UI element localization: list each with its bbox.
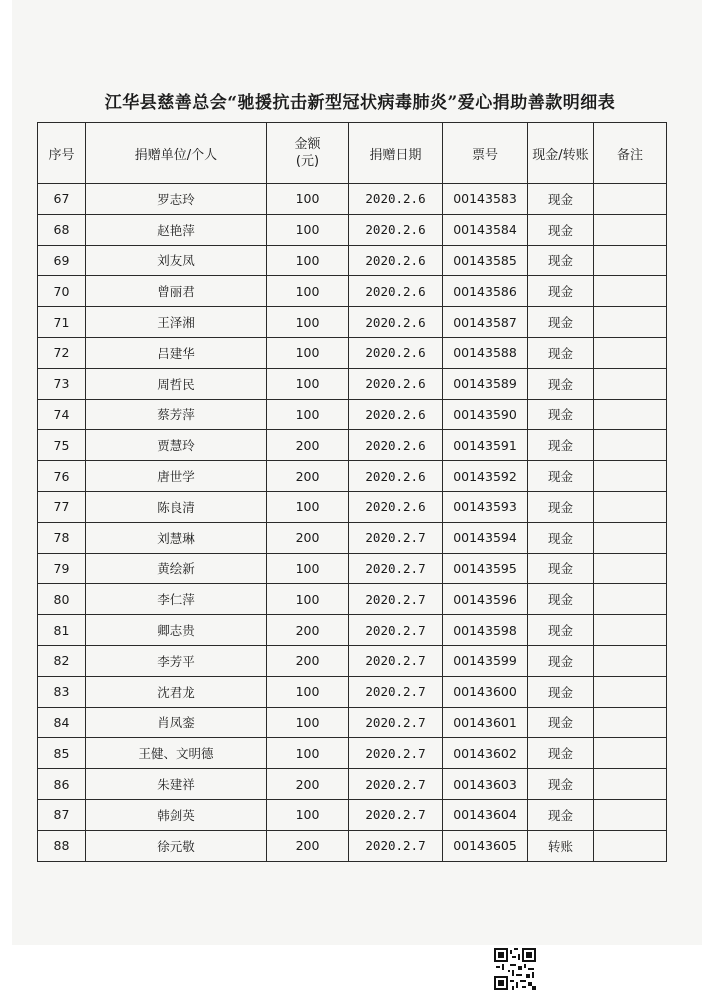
amount-cell: 200 (267, 615, 349, 646)
row-number-cell: 83 (38, 676, 86, 707)
header-method: 现金/转账 (528, 123, 594, 184)
receipt-number-cell: 00143594 (443, 522, 528, 553)
table-row (38, 337, 667, 368)
amount-cell: 200 (267, 645, 349, 676)
amount-cell: 100 (267, 368, 349, 399)
note-cell (594, 214, 667, 245)
payment-method-cell: 现金 (528, 584, 594, 615)
payment-method-cell: 现金 (528, 522, 594, 553)
donor-name-cell: 曾丽君 (86, 276, 267, 307)
receipt-number-cell: 00143585 (443, 245, 528, 276)
donor-name-cell: 黄绘新 (86, 553, 267, 584)
payment-method-cell: 现金 (528, 368, 594, 399)
donation-date-cell: 2020.2.6 (349, 399, 443, 430)
receipt-number-cell: 00143602 (443, 738, 528, 769)
donation-date-cell: 2020.2.7 (349, 799, 443, 830)
donor-name-cell: 唐世学 (86, 461, 267, 492)
row-number-cell: 81 (38, 615, 86, 646)
note-cell (594, 491, 667, 522)
payment-method-cell: 现金 (528, 307, 594, 338)
receipt-number-cell: 00143596 (443, 584, 528, 615)
payment-method-cell: 现金 (528, 645, 594, 676)
header-donor: 捐赠单位/个人 (86, 123, 267, 184)
header-amount-line1: 金额 (294, 137, 321, 152)
row-number-cell: 80 (38, 584, 86, 615)
amount-cell: 200 (267, 461, 349, 492)
payment-method-cell: 现金 (528, 214, 594, 245)
row-number-cell: 70 (38, 276, 86, 307)
table-header-row (38, 123, 667, 184)
document-title: 江华县慈善总会“驰援抗击新型冠状病毒肺炎”爱心捐助善款明细表 (104, 93, 616, 113)
payment-method-cell: 转账 (528, 830, 594, 861)
table-row (38, 799, 667, 830)
table-row (38, 645, 667, 676)
table-row (38, 676, 667, 707)
table-row (38, 245, 667, 276)
amount-cell: 100 (267, 307, 349, 338)
table-row (38, 738, 667, 769)
note-cell (594, 276, 667, 307)
donation-date-cell: 2020.2.7 (349, 645, 443, 676)
table-body (38, 184, 667, 862)
amount-cell: 200 (267, 430, 349, 461)
donor-name-cell: 吕建华 (86, 337, 267, 368)
donation-date-cell: 2020.2.6 (349, 337, 443, 368)
amount-cell: 100 (267, 707, 349, 738)
receipt-number-cell: 00143605 (443, 830, 528, 861)
amount-cell: 100 (267, 553, 349, 584)
donation-date-cell: 2020.2.7 (349, 707, 443, 738)
row-number-cell: 78 (38, 522, 86, 553)
receipt-number-cell: 00143599 (443, 645, 528, 676)
payment-method-cell: 现金 (528, 430, 594, 461)
amount-cell: 200 (267, 769, 349, 800)
donor-name-cell: 徐元敬 (86, 830, 267, 861)
payment-method-cell: 现金 (528, 337, 594, 368)
note-cell (594, 645, 667, 676)
row-number-cell: 85 (38, 738, 86, 769)
receipt-number-cell: 00143600 (443, 676, 528, 707)
table-row (38, 368, 667, 399)
header-amount (267, 123, 349, 184)
header-date: 捐赠日期 (349, 123, 443, 184)
note-cell (594, 430, 667, 461)
row-number-cell: 67 (38, 184, 86, 215)
amount-cell: 100 (267, 245, 349, 276)
receipt-number-cell: 00143595 (443, 553, 528, 584)
donation-date-cell: 2020.2.6 (349, 184, 443, 215)
table-row (38, 461, 667, 492)
receipt-number-cell: 00143584 (443, 214, 528, 245)
row-number-cell: 76 (38, 461, 86, 492)
row-number-cell: 84 (38, 707, 86, 738)
note-cell (594, 368, 667, 399)
table-row (38, 276, 667, 307)
header-note: 备注 (594, 123, 667, 184)
qr-code (494, 948, 536, 990)
amount-cell: 200 (267, 522, 349, 553)
payment-method-cell: 现金 (528, 799, 594, 830)
receipt-number-cell: 00143586 (443, 276, 528, 307)
donor-name-cell: 罗志玲 (86, 184, 267, 215)
donation-date-cell: 2020.2.6 (349, 245, 443, 276)
table-row (38, 214, 667, 245)
receipt-number-cell: 00143592 (443, 461, 528, 492)
table-row (38, 522, 667, 553)
donation-date-cell: 2020.2.6 (349, 276, 443, 307)
table-row (38, 399, 667, 430)
row-number-cell: 69 (38, 245, 86, 276)
payment-method-cell: 现金 (528, 769, 594, 800)
note-cell (594, 799, 667, 830)
donation-date-cell: 2020.2.7 (349, 676, 443, 707)
amount-cell: 100 (267, 184, 349, 215)
donor-name-cell: 肖凤銮 (86, 707, 267, 738)
donation-date-cell: 2020.2.6 (349, 368, 443, 399)
donation-date-cell: 2020.2.7 (349, 584, 443, 615)
donation-date-cell: 2020.2.7 (349, 769, 443, 800)
receipt-number-cell: 00143590 (443, 399, 528, 430)
receipt-number-cell: 00143601 (443, 707, 528, 738)
amount-cell: 100 (267, 738, 349, 769)
amount-cell: 100 (267, 799, 349, 830)
receipt-number-cell: 00143591 (443, 430, 528, 461)
donation-date-cell: 2020.2.7 (349, 522, 443, 553)
amount-cell: 100 (267, 214, 349, 245)
amount-cell: 100 (267, 337, 349, 368)
donor-name-cell: 王健、文明德 (86, 738, 267, 769)
row-number-cell: 77 (38, 491, 86, 522)
note-cell (594, 461, 667, 492)
row-number-cell: 75 (38, 430, 86, 461)
table-row (38, 615, 667, 646)
row-number-cell: 71 (38, 307, 86, 338)
donation-date-cell: 2020.2.7 (349, 830, 443, 861)
payment-method-cell: 现金 (528, 399, 594, 430)
row-number-cell: 82 (38, 645, 86, 676)
note-cell (594, 676, 667, 707)
donor-name-cell: 蔡芳萍 (86, 399, 267, 430)
row-number-cell: 68 (38, 214, 86, 245)
donation-date-cell: 2020.2.7 (349, 615, 443, 646)
payment-method-cell: 现金 (528, 461, 594, 492)
donor-name-cell: 周哲民 (86, 368, 267, 399)
table-row (38, 707, 667, 738)
donor-name-cell: 沈君龙 (86, 676, 267, 707)
note-cell (594, 399, 667, 430)
row-number-cell: 74 (38, 399, 86, 430)
header-receipt: 票号 (443, 123, 528, 184)
note-cell (594, 337, 667, 368)
amount-cell: 100 (267, 584, 349, 615)
receipt-number-cell: 00143604 (443, 799, 528, 830)
donation-date-cell: 2020.2.6 (349, 461, 443, 492)
receipt-number-cell: 00143593 (443, 491, 528, 522)
row-number-cell: 87 (38, 799, 86, 830)
table-row (38, 430, 667, 461)
note-cell (594, 738, 667, 769)
donation-date-cell: 2020.2.6 (349, 214, 443, 245)
receipt-number-cell: 00143587 (443, 307, 528, 338)
donor-name-cell: 韩剑英 (86, 799, 267, 830)
donor-name-cell: 赵艳萍 (86, 214, 267, 245)
donation-date-cell: 2020.2.6 (349, 430, 443, 461)
row-number-cell: 79 (38, 553, 86, 584)
donor-name-cell: 贾慧玲 (86, 430, 267, 461)
table-row (38, 830, 667, 861)
receipt-number-cell: 00143598 (443, 615, 528, 646)
note-cell (594, 769, 667, 800)
donor-name-cell: 刘慧琳 (86, 522, 267, 553)
amount-cell: 100 (267, 399, 349, 430)
donor-name-cell: 卿志贵 (86, 615, 267, 646)
table-row (38, 553, 667, 584)
note-cell (594, 707, 667, 738)
payment-method-cell: 现金 (528, 184, 594, 215)
donation-date-cell: 2020.2.6 (349, 307, 443, 338)
donation-table (37, 122, 667, 862)
table-row (38, 307, 667, 338)
row-number-cell: 73 (38, 368, 86, 399)
donation-date-cell: 2020.2.7 (349, 738, 443, 769)
row-number-cell: 86 (38, 769, 86, 800)
header-amount-line2: (元) (295, 154, 320, 169)
table-row (38, 584, 667, 615)
amount-cell: 200 (267, 830, 349, 861)
note-cell (594, 584, 667, 615)
amount-cell: 100 (267, 491, 349, 522)
donor-name-cell: 刘友凤 (86, 245, 267, 276)
receipt-number-cell: 00143603 (443, 769, 528, 800)
payment-method-cell: 现金 (528, 707, 594, 738)
donation-date-cell: 2020.2.7 (349, 553, 443, 584)
row-number-cell: 88 (38, 830, 86, 861)
payment-method-cell: 现金 (528, 491, 594, 522)
note-cell (594, 245, 667, 276)
payment-method-cell: 现金 (528, 738, 594, 769)
donor-name-cell: 李芳平 (86, 645, 267, 676)
amount-cell: 100 (267, 276, 349, 307)
donor-name-cell: 朱建祥 (86, 769, 267, 800)
payment-method-cell: 现金 (528, 676, 594, 707)
donor-name-cell: 王泽湘 (86, 307, 267, 338)
donation-date-cell: 2020.2.6 (349, 491, 443, 522)
payment-method-cell: 现金 (528, 276, 594, 307)
note-cell (594, 830, 667, 861)
receipt-number-cell: 00143588 (443, 337, 528, 368)
header-no: 序号 (38, 123, 86, 184)
table-row (38, 491, 667, 522)
payment-method-cell: 现金 (528, 615, 594, 646)
table-row (38, 769, 667, 800)
donor-name-cell: 李仁萍 (86, 584, 267, 615)
row-number-cell: 72 (38, 337, 86, 368)
note-cell (594, 615, 667, 646)
receipt-number-cell: 00143589 (443, 368, 528, 399)
note-cell (594, 553, 667, 584)
note-cell (594, 522, 667, 553)
donor-name-cell: 陈良清 (86, 491, 267, 522)
note-cell (594, 307, 667, 338)
amount-cell: 100 (267, 676, 349, 707)
note-cell (594, 184, 667, 215)
payment-method-cell: 现金 (528, 245, 594, 276)
table-row (38, 184, 667, 215)
payment-method-cell: 现金 (528, 553, 594, 584)
receipt-number-cell: 00143583 (443, 184, 528, 215)
